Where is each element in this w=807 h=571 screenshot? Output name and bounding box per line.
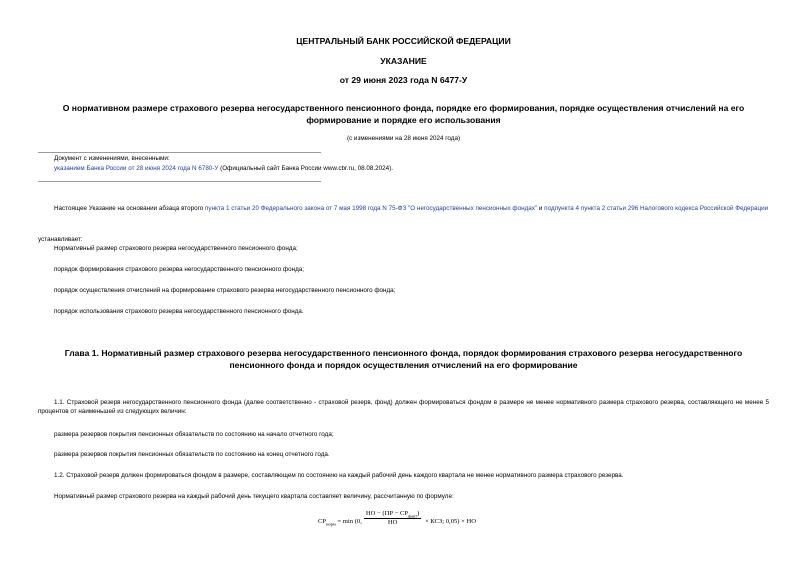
- org-name: ЦЕНТРАЛЬНЫЙ БАНК РОССИЙСКОЙ ФЕДЕРАЦИИ: [296, 36, 511, 46]
- establish-item-2: порядок формирования страхового резерва негосударственного пенсионного фонда;: [54, 266, 305, 273]
- establishes-label: устанавливает:: [38, 236, 83, 243]
- changes-top-rule: [38, 152, 321, 153]
- tax-code-link[interactable]: подпункта 4 пункта 2 статьи 296 Налогового кодекса Российской Федерации: [544, 205, 769, 212]
- establish-item-4: порядок использования страхового резерва негосударственного пенсионного фонда.: [54, 308, 304, 315]
- preamble-paragraph: [38, 204, 770, 213]
- chapter-1-title: Глава 1. Нормативный размер страхового резерва негосударственного пенсионного фонда, порядок формирования страхового резерва негосударственного пенсионного фонда и порядок осуществления отчислений на его формирование: [64, 348, 743, 370]
- changes-line: [54, 164, 393, 173]
- clause-1-1-item-2: размера резервов покрытия пенсионных обязательств по состоянию на конец отчетного года.: [54, 451, 330, 458]
- amendment-source: (Официальный сайт Банка России www.cbr.ru, 08.08.2024).: [218, 165, 393, 172]
- establish-item-1: Нормативный размер страхового резерва негосударственного пенсионного фонда;: [54, 245, 298, 252]
- formula-tail: × КСЗ; 0,05) × НО: [423, 518, 477, 525]
- formula-denominator: НО: [387, 519, 398, 527]
- formula-lhs: $СР_{норм} = \min (0$,: [318, 518, 362, 527]
- preamble-intro: Настоящее Указание на основании абзаца второго: [54, 205, 206, 212]
- clause-1-2: 1.2. Страховой резерв должен формироваться фондом в размере, составляющем по состоянию на каждый рабочий день каждого квартала не менее нормативного размера страхового резерва.: [54, 472, 624, 479]
- formula-fraction: [364, 510, 421, 526]
- amendment-link[interactable]: указанием Банка России от 28 июня 2024 года N 6780-У: [54, 165, 219, 172]
- clause-1-2-formula-intro: Нормативный размер страхового резерва на каждый рабочий день текущего квартала составляет величину, рассчитанную по формуле:: [54, 493, 454, 500]
- clause-1-1: 1.1. Страховой резерв негосударственного пенсионного фонда (далее соответственно - страховой резерв, фонд) должен формироваться фондом в размере не менее нормативного размера страхового резерва, составляющего не менее 5 процентов от наименьшей из следующих величин:: [38, 399, 769, 416]
- preamble-mid: и: [537, 205, 545, 212]
- law-link[interactable]: пункта 1 статьи 20 Федерального закона от 7 мая 1998 года N 75-ФЗ "О негосударственных пенсионных фондах": [205, 205, 538, 212]
- document-date: от 29 июня 2023 года N 6477-У: [339, 75, 468, 85]
- changes-label: Документ с изменениями, внесенными:: [54, 155, 170, 162]
- reserve-formula: [318, 510, 476, 534]
- formula-numerator: НО − $(ПР - СР_{факт})$: [365, 510, 420, 519]
- document-title: О нормативном размере страхового резерва негосударственного пенсионного фонда, порядке его формирования, порядке осуществления отчислений на его формирование и порядке его использования: [62, 103, 745, 125]
- clause-1-1-item-1: размера резервов покрытия пенсионных обязательств по состоянию на начало отчетного года;: [54, 431, 334, 438]
- revision-note: (с изменениями на 28 июня 2024 года): [346, 135, 461, 142]
- establish-item-3: порядок осуществления отчислений на формирование страхового резерва негосударственного пенсионного фонда;: [54, 287, 396, 294]
- document-type: УКАЗАНИЕ: [380, 56, 427, 66]
- changes-bottom-rule: [38, 181, 321, 182]
